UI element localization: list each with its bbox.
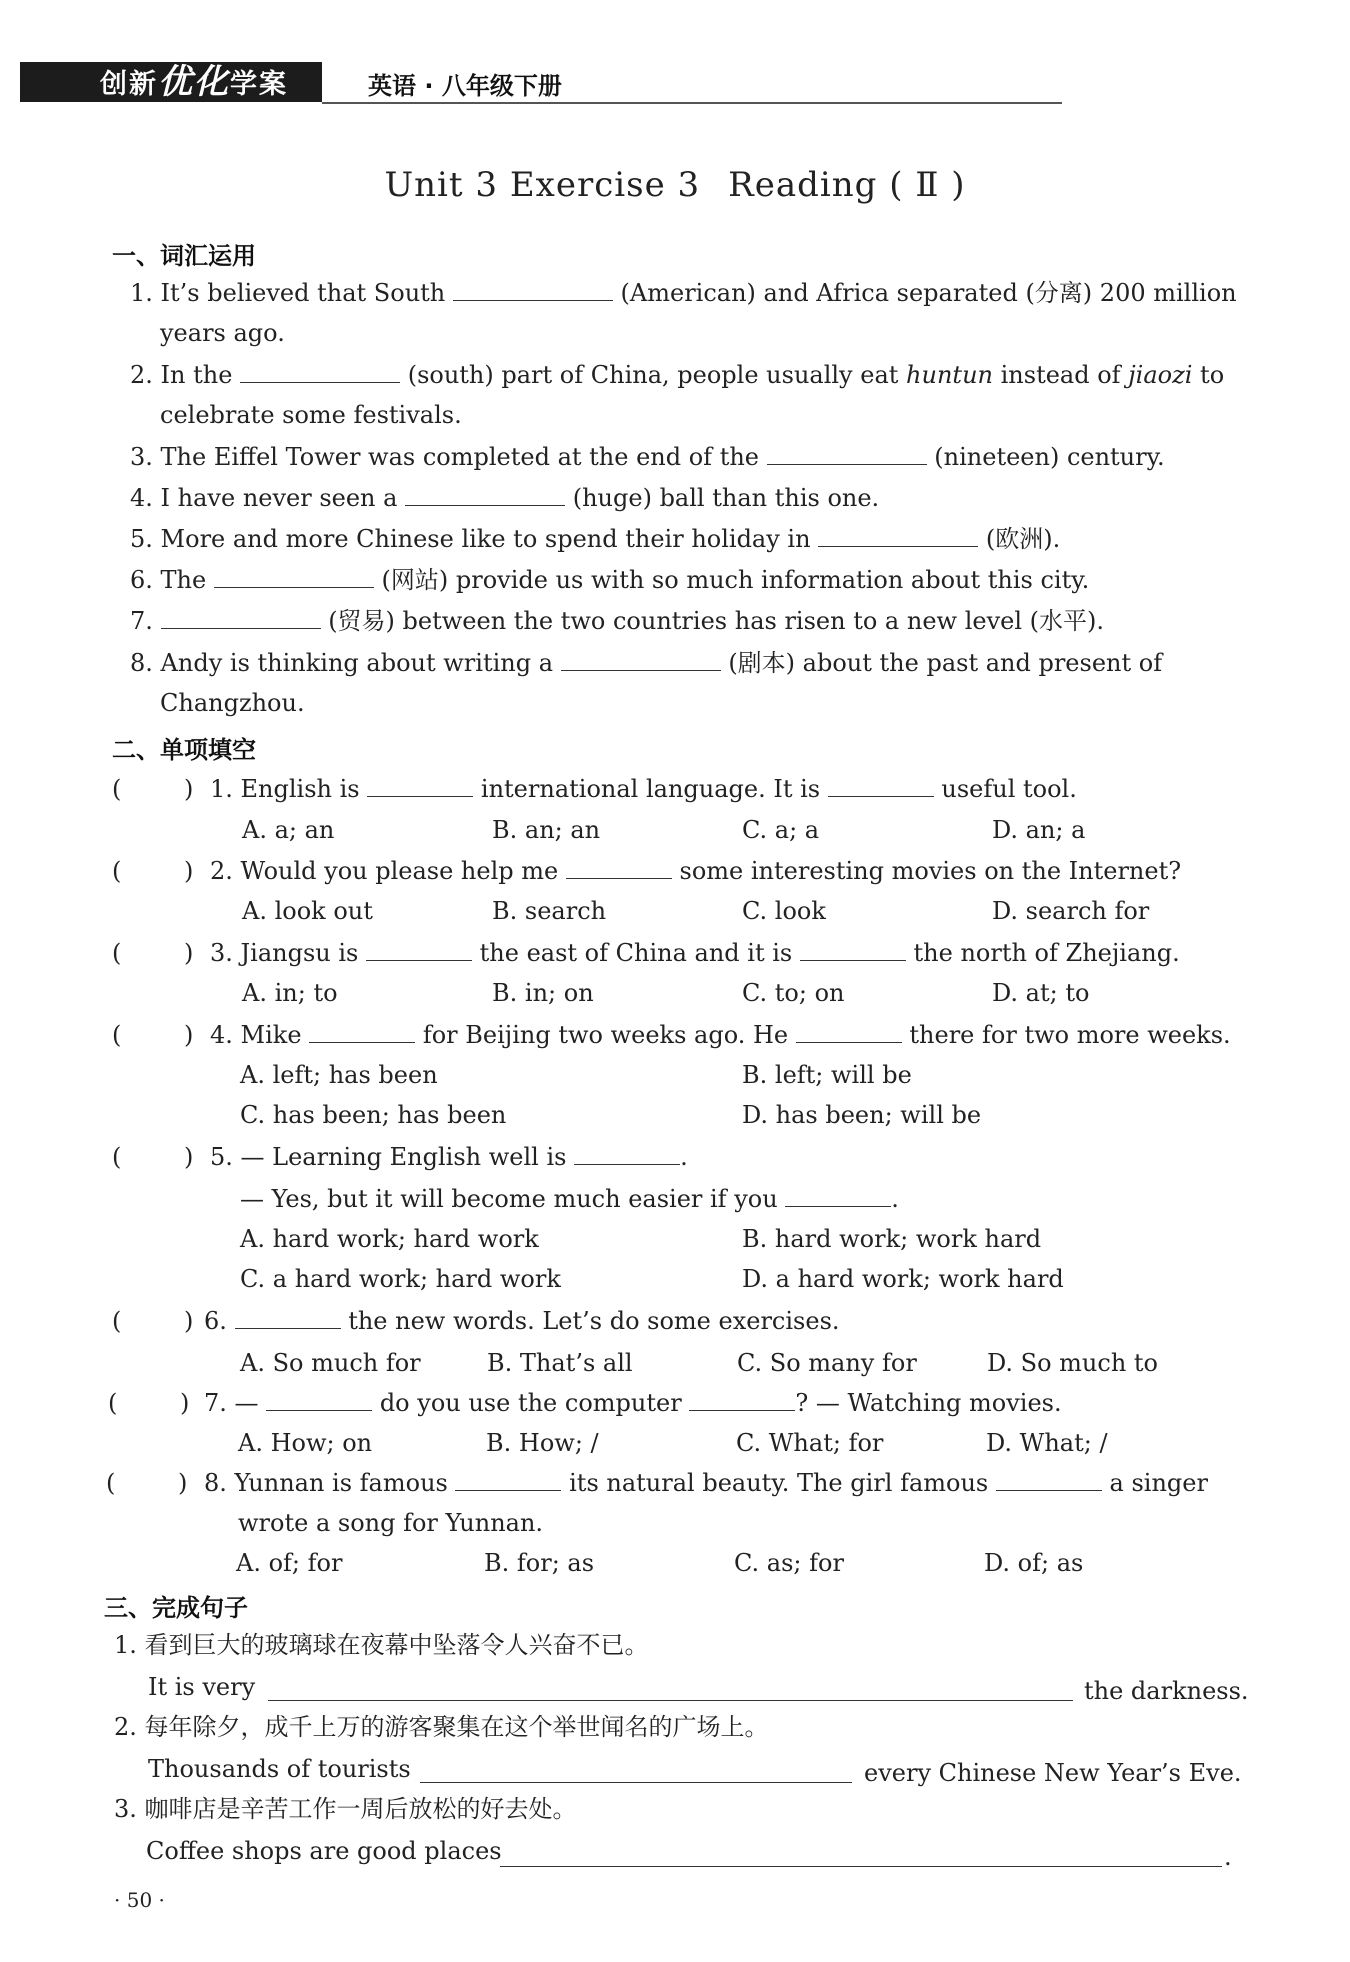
s2-q6: 6. the new words. Let’s do some exercises.	[204, 1307, 840, 1335]
answer-paren-open: (	[112, 1143, 122, 1171]
answer-blank[interactable]	[561, 648, 721, 671]
option-a[interactable]: A. a; an	[242, 816, 335, 844]
s2-q2: 2. Would you please help me some interesting movies on the Internet?	[210, 857, 1182, 885]
answer-paren-close: )	[180, 1389, 190, 1417]
answer-blank[interactable]	[455, 1468, 561, 1491]
answer-line[interactable]	[420, 1782, 852, 1783]
answer-blank[interactable]	[266, 1388, 372, 1411]
answer-blank[interactable]	[828, 774, 934, 797]
option-a[interactable]: A. left; has been	[240, 1061, 438, 1089]
option-b[interactable]: B. an; an	[492, 816, 601, 844]
option-d[interactable]: D. a hard work; work hard	[742, 1265, 1064, 1293]
s1-q2-line1: 2. In the (south) part of China, people usually eat huntun instead of jiaozi to	[130, 361, 1225, 389]
brand-logo	[20, 62, 322, 102]
s3-q2-en-end: every Chinese New Year’s Eve.	[864, 1759, 1242, 1787]
s1-q1-line1: 1. It’s believed that South (American) and Africa separated (分离) 200 million	[130, 279, 1237, 307]
answer-blank[interactable]	[800, 938, 906, 961]
brand-text-a: 创新	[100, 69, 158, 100]
answer-blank[interactable]	[796, 1020, 902, 1043]
section3-heading: 三、完成句子	[104, 1594, 248, 1622]
answer-blank[interactable]	[453, 278, 613, 301]
answer-blank[interactable]	[767, 442, 927, 465]
answer-blank[interactable]	[566, 856, 672, 879]
option-b[interactable]: B. search	[492, 897, 607, 925]
option-a[interactable]: A. look out	[242, 897, 373, 925]
option-c[interactable]: C. has been; has been	[240, 1101, 507, 1129]
option-d[interactable]: D. has been; will be	[742, 1101, 982, 1129]
option-b[interactable]: B. How; /	[486, 1429, 599, 1457]
section1-heading: 一、词汇运用	[112, 242, 256, 270]
option-c[interactable]: C. as; for	[734, 1549, 844, 1577]
answer-paren-open: (	[112, 1021, 122, 1049]
option-d[interactable]: D. So much to	[987, 1349, 1158, 1377]
option-d[interactable]: D. at; to	[992, 979, 1090, 1007]
option-c[interactable]: C. So many for	[737, 1349, 917, 1377]
option-a[interactable]: A. How; on	[238, 1429, 373, 1457]
option-d[interactable]: D. What; /	[986, 1429, 1108, 1457]
s2-q8-line1: 8. Yunnan is famous its natural beauty. The girl famous a singer	[204, 1469, 1208, 1497]
option-b[interactable]: B. for; as	[484, 1549, 595, 1577]
option-a[interactable]: A. of; for	[236, 1549, 343, 1577]
answer-blank[interactable]	[366, 938, 472, 961]
option-d[interactable]: D. search for	[992, 897, 1150, 925]
answer-blank[interactable]	[574, 1142, 680, 1165]
answer-paren-close: )	[184, 1021, 194, 1049]
page-title	[0, 165, 1350, 205]
answer-blank[interactable]	[214, 565, 374, 588]
s1-q2-line2: celebrate some festivals.	[160, 401, 462, 429]
s1-q1-line2: years ago.	[160, 319, 285, 347]
s2-q5-line1: 5. — Learning English well is .	[210, 1143, 688, 1171]
answer-blank[interactable]	[161, 606, 321, 629]
s2-q1: 1. English is international language. It is useful tool.	[210, 775, 1077, 803]
answer-line[interactable]	[268, 1700, 1073, 1701]
section2-heading: 二、单项填空	[112, 736, 256, 764]
s1-q5: 5. More and more Chinese like to spend their holiday in (欧洲).	[130, 525, 1061, 553]
s1-q8-line2: Changzhou.	[160, 689, 305, 717]
s3-q2-cn: 2. 每年除夕，成千上万的游客聚集在这个举世闻名的广场上。	[114, 1713, 769, 1741]
option-d[interactable]: D. an; a	[992, 816, 1086, 844]
s2-q4: 4. Mike for Beijing two weeks ago. He there for two more weeks.	[210, 1021, 1231, 1049]
answer-blank[interactable]	[235, 1306, 341, 1329]
s3-q3-en-end: .	[1224, 1843, 1232, 1871]
option-b[interactable]: B. in; on	[492, 979, 594, 1007]
brand-text-c: 学案	[230, 69, 288, 100]
s2-q7: 7. — do you use the computer ? — Watching movies.	[204, 1389, 1062, 1417]
option-b[interactable]: B. left; will be	[742, 1061, 912, 1089]
answer-blank[interactable]	[785, 1184, 891, 1207]
answer-paren-close: )	[184, 775, 194, 803]
answer-blank[interactable]	[309, 1020, 415, 1043]
option-b[interactable]: B. That’s all	[487, 1349, 633, 1377]
answer-paren-close: )	[184, 939, 194, 967]
s3-q3-cn: 3. 咖啡店是辛苦工作一周后放松的好去处。	[114, 1795, 577, 1823]
answer-line[interactable]	[500, 1866, 1222, 1867]
s1-q7: 7. (贸易) between the two countries has risen to a new level (水平).	[130, 607, 1104, 635]
option-a[interactable]: A. So much for	[240, 1349, 421, 1377]
s3-q1-cn: 1. 看到巨大的玻璃球在夜幕中坠落令人兴奋不已。	[114, 1631, 649, 1659]
answer-paren-close: )	[184, 1143, 194, 1171]
option-c[interactable]: C. What; for	[736, 1429, 884, 1457]
answer-blank[interactable]	[818, 524, 978, 547]
answer-paren-close: )	[178, 1469, 188, 1497]
answer-paren-close: )	[184, 1307, 194, 1335]
s2-q8-line2: wrote a song for Yunnan.	[238, 1509, 544, 1537]
option-d[interactable]: D. of; as	[984, 1549, 1084, 1577]
answer-blank[interactable]	[405, 483, 565, 506]
answer-paren-open: (	[112, 939, 122, 967]
s1-q4: 4. I have never seen a (huge) ball than this one.	[130, 484, 880, 512]
s1-q6: 6. The (网站) provide us with so much information about this city.	[130, 566, 1090, 594]
s3-q3-en-start: Coffee shops are good places	[146, 1837, 502, 1865]
subject-label: 英语 · 八年级下册	[368, 72, 562, 100]
option-a[interactable]: A. in; to	[242, 979, 338, 1007]
s3-q1-en-end: the darkness.	[1084, 1677, 1249, 1705]
option-c[interactable]: C. a; a	[742, 816, 820, 844]
answer-paren-close: )	[184, 857, 194, 885]
answer-paren-open: (	[106, 1469, 116, 1497]
s2-q5-line2: — Yes, but it will become much easier if you .	[240, 1185, 899, 1213]
option-c[interactable]: C. a hard work; hard work	[240, 1265, 561, 1293]
s3-q1-en-start: It is very	[148, 1673, 256, 1701]
option-b[interactable]: B. hard work; work hard	[742, 1225, 1042, 1253]
s1-q8-line1: 8. Andy is thinking about writing a (剧本) about the past and present of	[130, 649, 1163, 677]
s3-q2-en-start: Thousands of tourists	[148, 1755, 411, 1783]
answer-blank[interactable]	[996, 1468, 1102, 1491]
answer-paren-open: (	[112, 857, 122, 885]
answer-blank[interactable]	[240, 360, 400, 383]
page-number: · 50 ·	[114, 1888, 165, 1912]
answer-blank[interactable]	[367, 774, 473, 797]
answer-paren-open: (	[112, 775, 122, 803]
page-header	[20, 62, 1060, 106]
s1-q3: 3. The Eiffel Tower was completed at the end of the (nineteen) century.	[130, 443, 1165, 471]
header-divider	[322, 102, 1062, 104]
title-right: Reading ( Ⅱ )	[728, 165, 966, 205]
answer-blank[interactable]	[689, 1388, 795, 1411]
brand-text-b: 优化	[158, 62, 230, 102]
option-a[interactable]: A. hard work; hard work	[240, 1225, 539, 1253]
answer-paren-open: (	[108, 1389, 118, 1417]
option-c[interactable]: C. to; on	[742, 979, 845, 1007]
title-left: Unit 3 Exercise 3	[384, 165, 701, 205]
option-c[interactable]: C. look	[742, 897, 826, 925]
answer-paren-open: (	[112, 1307, 122, 1335]
s2-q3: 3. Jiangsu is the east of China and it is the north of Zhejiang.	[210, 939, 1180, 967]
